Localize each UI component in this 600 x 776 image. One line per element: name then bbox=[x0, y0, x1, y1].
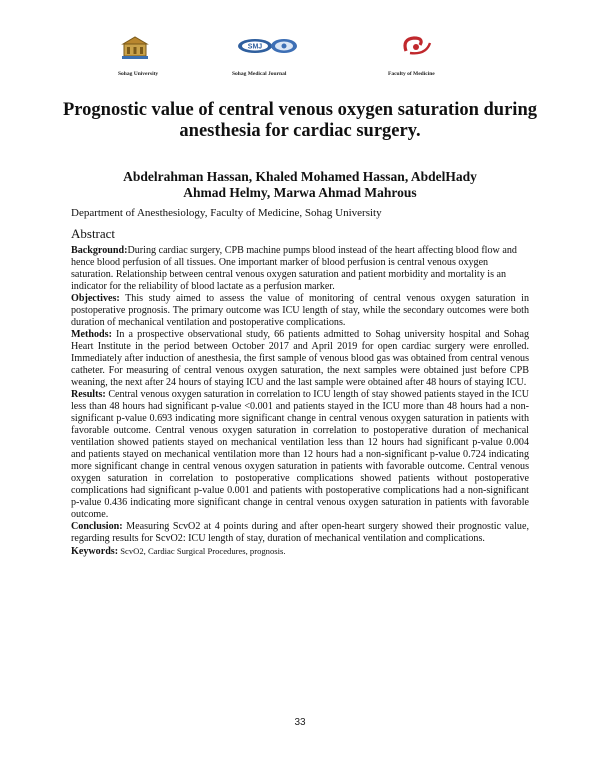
conclusion-paragraph bbox=[71, 521, 529, 545]
department: Department of Anesthesiology, Faculty of Medicine, Sohag University bbox=[71, 207, 382, 219]
results-label: Results: bbox=[71, 389, 106, 400]
background-text: During cardiac surgery, CPB machine pumps blood instead of the heart affecting blood flow and hence blood perfusion of all tissues. One important marker of blood perfusion is central venous oxygen saturation. Relationship between central venous oxygen saturation and patient morbidity and mortality is an indicator for the reliability of blood lactate as a perfusion marker. bbox=[71, 245, 517, 292]
keywords-text: ScvO2, Cardiac Surgical Procedures, prognosis. bbox=[118, 546, 286, 556]
methods-paragraph bbox=[71, 329, 529, 389]
header-left-label: Sohag University bbox=[118, 71, 159, 77]
background-label: Background: bbox=[71, 245, 128, 256]
faculty-of-medicine-logo bbox=[400, 35, 434, 61]
header-center-label: Sohag Medical Journal bbox=[232, 71, 287, 77]
results-text: Central venous oxygen saturation in correlation to ICU length of stay showed patients stayed in the ICU less than 48 hours had significant p-value <0.001 and patients stayed in the ICU more than 48 hours had a non-significant p-value 0.693 indicating more significant change in central venous oxygen saturation in patients with favorable outcome. Central venous oxygen saturation in correlation to postoperative duration of mechanical ventilation showed patients stayed on mechanical ventilation less than 12 hours had significant p-value 0.004 and patients stayed on mechanical ventilation more than 12 hours had a non-significant p-value 0.724 indicating more significant change in central venous oxygen saturation in patients with favorable outcome. Central venous oxygen saturation in correlation to postoperative complications showed patients without postoperative complications had significant p-value 0.001 and patients with postoperative complications had a non-significant p-value 0.436 indicating more significant change in central venous oxygen saturation in patients with favorable outcome. bbox=[71, 389, 529, 520]
page-number: 33 bbox=[294, 717, 306, 728]
conclusion-label: Conclusion: bbox=[71, 521, 123, 532]
authors bbox=[60, 169, 540, 201]
abstract-heading: Abstract bbox=[71, 226, 116, 241]
objectives-paragraph bbox=[71, 293, 529, 329]
results-paragraph bbox=[71, 389, 529, 521]
paper-title: Prognostic value of central venous oxygen saturation during anesthesia for cardiac surgery. bbox=[63, 100, 537, 141]
authors-line-2: Ahmad Helmy, Marwa Ahmad Mahrous bbox=[183, 185, 417, 200]
journal-logo-text: SMJ bbox=[247, 43, 263, 51]
methods-text: In a prospective observational study, 66 patients admitted to Sohag university hospital and Sohag Heart Institute in the period between October 2017 and April 2019 for open cardiac surgery were enrolled. Immediately after induction of anesthesia, the first sample of venous blood gas was obtained from central venous catheter. For measuring of central venous oxygen saturation, the next samples were obtained just before CPB weaning, the next after 24 hours of staying ICU and the last sample were obtained after 48 hours of staying ICU. bbox=[71, 329, 529, 388]
header-right-label: Faculty of Medicine bbox=[388, 71, 435, 77]
objectives-text: This study aimed to assess the value of monitoring of central venous oxygen saturation in postoperative prognosis. The primary outcome was ICU length of stay, while the secondary outcomes were both duration of mechanical ventilation and postoperative complications. bbox=[71, 293, 529, 328]
sohag-university-logo bbox=[121, 36, 149, 62]
authors-line-1: Abdelrahman Hassan, Khaled Mohamed Hassan, AbdelHady bbox=[123, 169, 477, 184]
objectives-label: Objectives: bbox=[71, 293, 120, 304]
methods-label: Methods: bbox=[71, 329, 112, 340]
keywords-paragraph bbox=[71, 545, 529, 558]
background-paragraph bbox=[71, 245, 529, 293]
sohag-medical-journal-logo bbox=[237, 38, 299, 64]
keywords-label: Keywords: bbox=[71, 546, 119, 557]
abstract-body bbox=[71, 245, 529, 558]
conclusion-text: Measuring ScvO2 at 4 points during and after open-heart surgery showed their prognostic value, regarding results for ScvO2: ICU length of stay, duration of mechanical ventilation and complications. bbox=[71, 521, 529, 544]
